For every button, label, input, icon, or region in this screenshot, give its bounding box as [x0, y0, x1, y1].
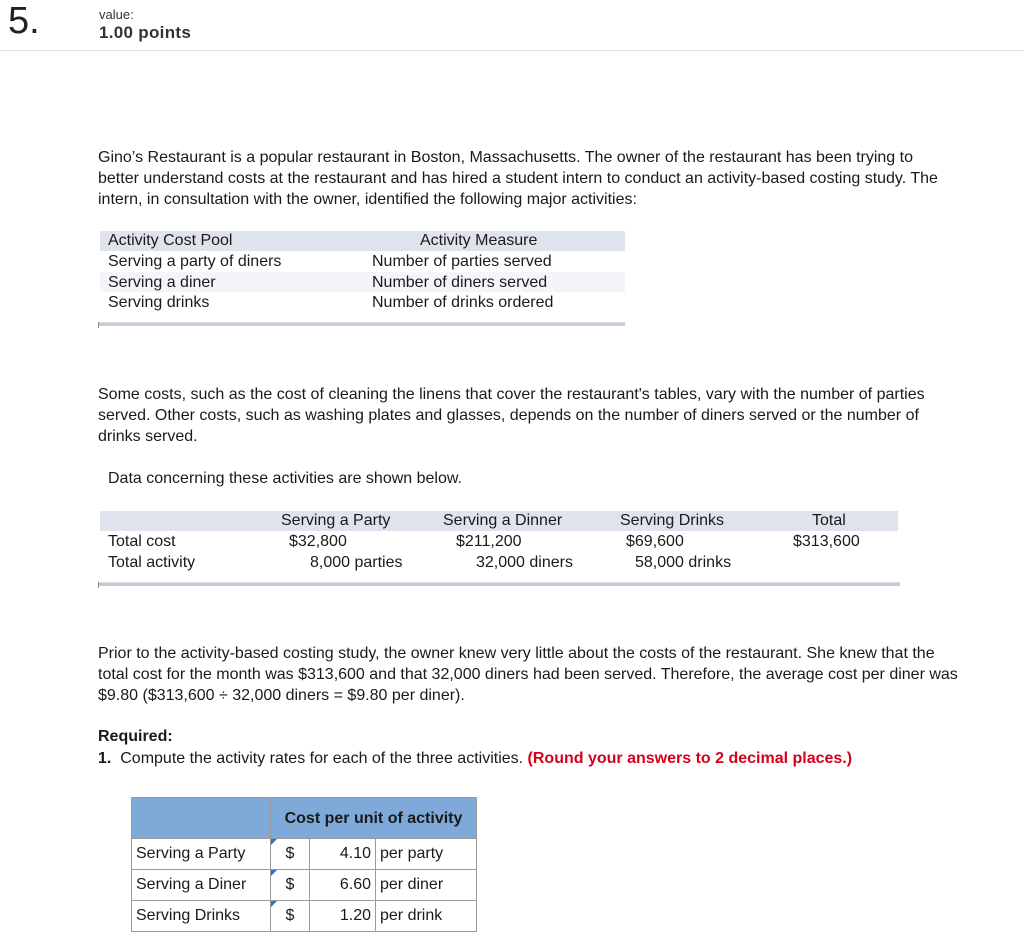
data-row-label: Total activity	[108, 554, 196, 571]
activity-table-bottom-rule	[98, 322, 625, 326]
data-cell: 8,000 parties	[310, 554, 403, 571]
data-cell: $32,800	[289, 533, 347, 550]
answer-row-label: Serving a Diner	[132, 870, 271, 901]
answer-table	[131, 797, 477, 932]
answer-input-diner[interactable]: 6.60	[310, 870, 376, 901]
answer-unit: per party	[376, 839, 477, 870]
input-marker-icon	[271, 839, 277, 845]
activity-measure-cell: Number of diners served	[372, 274, 548, 291]
data-header-total: Total	[812, 512, 846, 529]
data-cell: $313,600	[793, 533, 860, 550]
data-header-drinks: Serving Drinks	[620, 512, 725, 529]
question-number: 5.	[8, 0, 40, 42]
data-cell: $69,600	[626, 533, 684, 550]
table-row	[132, 839, 477, 870]
rounding-instruction: (Round your answers to 2 decimal places.)	[527, 750, 853, 767]
currency-cell: $	[271, 870, 310, 901]
points-value: 1.00 points	[99, 23, 192, 42]
data-table-tick	[98, 582, 99, 588]
prior-paragraph: Prior to the activity-based costing study, the owner knew very little about the costs of the restaurant. She knew that the total cost for the month was $313,600 and that 32,000 diners had been served. Therefore, the average cost per diner was $9.80 ($313,600 ÷ 32,000 diners = $9.80 per diner).	[98, 645, 958, 704]
required-item-number: 1.	[98, 750, 112, 767]
answer-input-party[interactable]: 4.10	[310, 839, 376, 870]
data-cell: 32,000 diners	[476, 554, 573, 571]
answer-header-blank	[132, 798, 271, 839]
table-row	[132, 870, 477, 901]
answer-unit: per drink	[376, 901, 477, 932]
required-item	[98, 749, 852, 769]
data-row-label: Total cost	[108, 533, 176, 550]
answer-row-label: Serving Drinks	[132, 901, 271, 932]
currency-cell: $	[271, 839, 310, 870]
answer-row-label: Serving a Party	[132, 839, 271, 870]
data-cell: $211,200	[456, 533, 522, 550]
answer-input-drinks[interactable]: 1.20	[310, 901, 376, 932]
answer-unit: per diner	[376, 870, 477, 901]
activity-header-pool: Activity Cost Pool	[108, 232, 233, 249]
activity-header-measure: Activity Measure	[420, 232, 538, 249]
data-table-bottom-rule	[98, 582, 900, 586]
activity-pool-cell: Serving a diner	[108, 274, 216, 291]
data-intro: Data concerning these activities are shown below.	[108, 470, 462, 487]
currency-cell: $	[271, 901, 310, 932]
value-label: value:	[99, 7, 134, 22]
intro-paragraph: Gino’s Restaurant is a popular restaurant in Boston, Massachusetts. The owner of the restaurant has been trying to better understand costs at the restaurant and has hired a student intern to conduct an activity-based costing study. The intern, in consultation with the owner, identified the following major activities:	[98, 149, 938, 208]
activity-measure-cell: Number of parties served	[372, 253, 552, 270]
input-marker-icon	[271, 901, 277, 907]
activity-measure-cell: Number of drinks ordered	[372, 294, 554, 311]
activity-table-tick	[98, 322, 99, 328]
answer-header: Cost per unit of activity	[271, 798, 477, 839]
data-header-dinner: Serving a Dinner	[443, 512, 563, 529]
activity-pool-cell: Serving drinks	[108, 294, 210, 311]
data-cell: 58,000 drinks	[635, 554, 732, 571]
table-row	[132, 901, 477, 932]
header-divider	[0, 50, 1024, 51]
input-marker-icon	[271, 870, 277, 876]
required-item-text: Compute the activity rates for each of the three activities.	[120, 750, 524, 767]
required-label: Required:	[98, 728, 173, 745]
activity-pool-cell: Serving a party of diners	[108, 253, 282, 270]
costs-paragraph: Some costs, such as the cost of cleaning the linens that cover the restaurant's tables, vary with the number of parties served. Other costs, such as washing plates and glasses, depends on the number of diners served or the number of drinks served.	[98, 386, 925, 445]
data-header-party: Serving a Party	[281, 512, 391, 529]
